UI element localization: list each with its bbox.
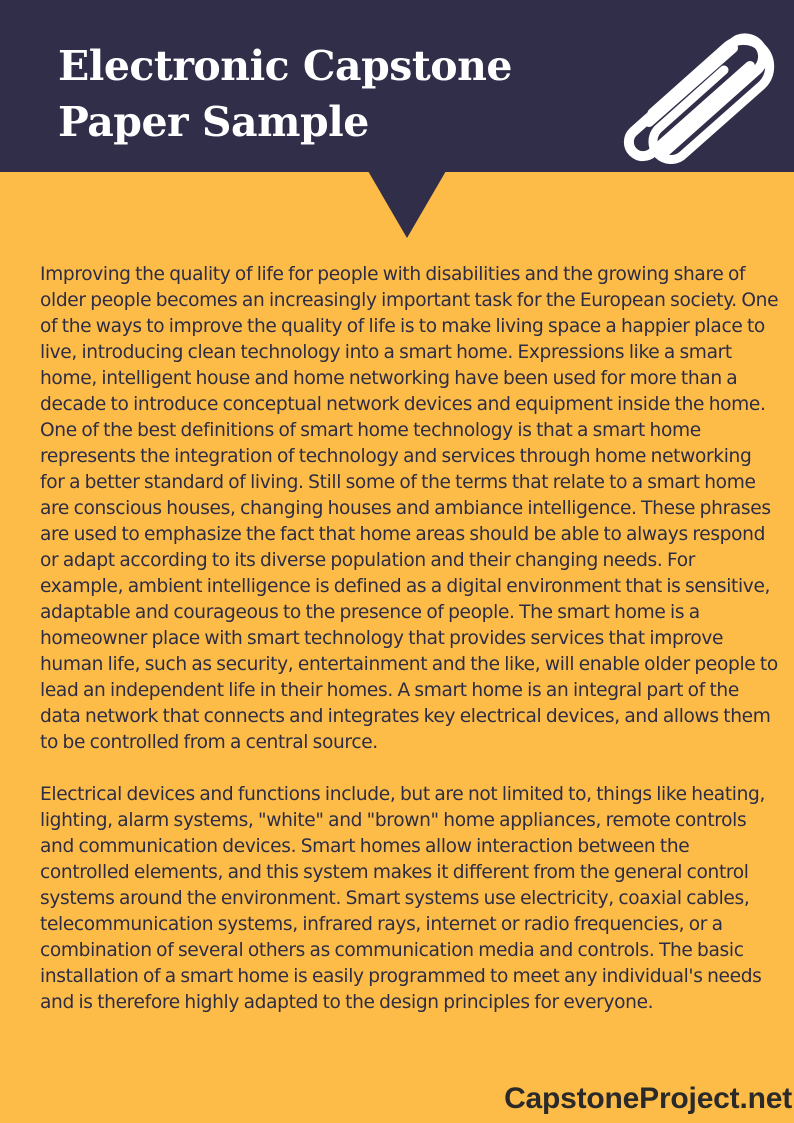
paperclip-icon xyxy=(612,18,788,164)
title-line-1: Electronic Capstone xyxy=(58,42,513,90)
header-banner xyxy=(0,0,794,172)
banner-pointer xyxy=(368,171,446,238)
page-title xyxy=(58,38,512,150)
paragraph-1: Improving the quality of life for people with disabilities and the growing share of older people becomes an increasingly important task for the European society. One of the ways to improve the quality of life is to make living space a happier place to live, introducing clean technology into a smart home. Expressions like a smart home, intelligent house and home networking have been used for more than a decade to introduce conceptual network devices and equipment inside the home. One of the best definitions of smart home technology is that a smart home represents the integration of technology and services through home networking for a better standard of living. Still some of the terms that relate to a smart home are conscious houses, changing houses and ambiance intelligence. These phrases are used to emphasize the fact that home areas should be able to always respond or adapt according to its diverse population and their changing needs. For example, ambient intelligence is defined as a digital environment that is sensitive, adaptable and courageous to the presence of people. The smart home is a homeowner place with smart technology that provides services that improve human life, such as security, entertainment and the like, will enable older people to lead an independent life in their homes. A smart home is an integral part of the data network that connects and integrates key electrical devices, and allows them to be controlled from a central source. xyxy=(40,264,779,753)
brand-watermark: CapstoneProject.net xyxy=(504,1082,792,1115)
article-body xyxy=(40,262,780,1042)
paragraph-2: Electrical devices and functions include, but are not limited to, things like heating, lighting, alarm systems, "white" and "brown" home appliances, remote controls and communication devices. Smart homes allow interaction between the controlled elements, and this system makes it different from the general control systems around the environment. Smart systems use electricity, coaxial cables, telecommunication systems, infrared rays, internet or radio frequencies, or a combination of several others as communication media and controls. The basic installation of a smart home is easily programmed to meet any individual's needs and is therefore highly adapted to the design principles for everyone. xyxy=(40,784,766,1013)
title-line-2: Paper Sample xyxy=(58,98,369,146)
